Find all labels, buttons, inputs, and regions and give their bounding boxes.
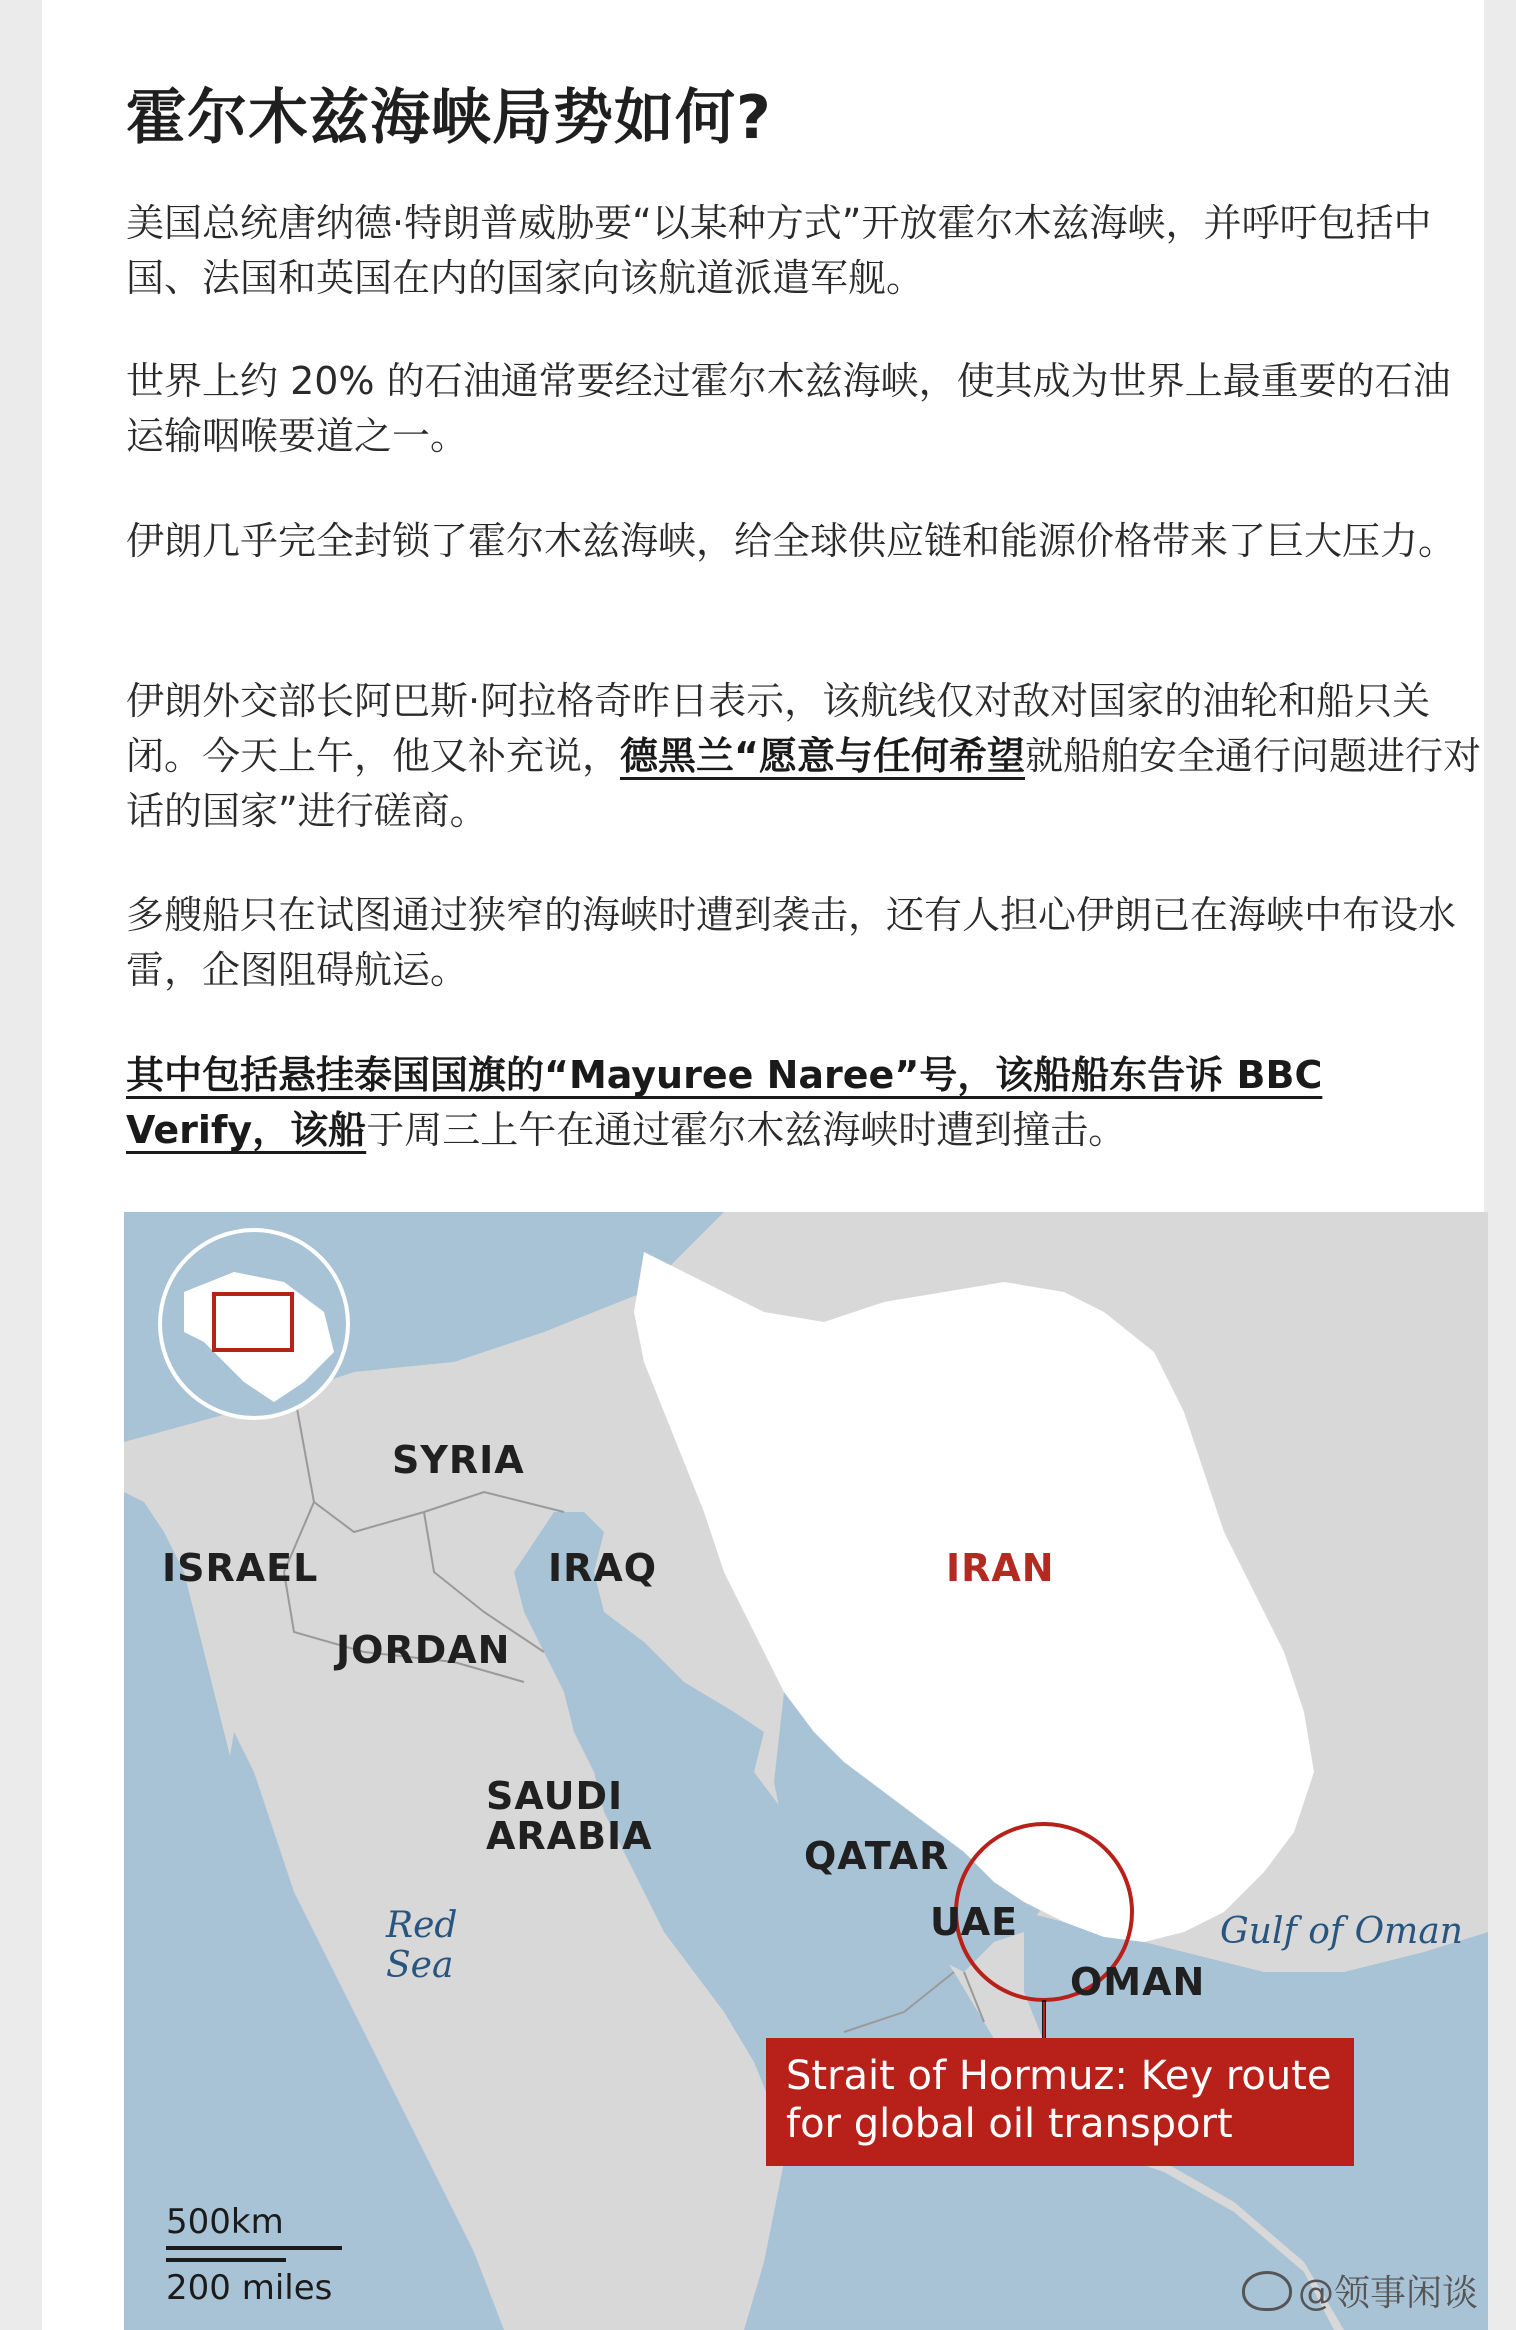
label-iran: IRAN — [946, 1546, 1055, 1590]
label-israel: ISRAEL — [162, 1546, 319, 1590]
scale-km-bar — [166, 2246, 342, 2250]
paragraph-1: 美国总统唐纳德·特朗普威胁要“以某种方式”开放霍尔木兹海峡，并呼吁包括中国、法国和英国在内的国家向该航道派遣军舰。 — [126, 201, 1432, 300]
label-gulf-of-oman: Gulf of Oman — [1220, 1911, 1463, 1952]
paragraph-4-text-a: 伊朗外交部长阿巴斯·阿拉格奇昨日表示，该航线仅对敌对国家的油轮和船只关闭。今天上午，他又补充说， — [126, 679, 1431, 778]
watermark-text: @领事闲谈 — [1297, 2273, 1478, 2314]
globe-inset — [160, 1230, 348, 1418]
label-saudi-arabia: SAUDI ARABIA — [486, 1774, 653, 1858]
map-scale — [166, 2202, 332, 2308]
paragraph-6-text-b: 于周三上午在通过霍尔木兹海峡时遭到撞击。 — [366, 1108, 1127, 1152]
article-card — [42, 0, 1484, 2330]
paragraph-2: 世界上约 20% 的石油通常要经过霍尔木兹海峡，使其成为世界上最重要的石油运输咽喉要道之一。 — [126, 359, 1451, 458]
article-heading: 霍尔木兹海峡局势如何? — [126, 83, 772, 153]
paragraph-6 — [126, 1048, 1486, 1158]
scale-km-label: 500km — [166, 2202, 284, 2242]
scale-miles-label: 200 miles — [166, 2268, 333, 2308]
tehran-quote-link[interactable]: 德黑兰“愿意与任何希望 — [620, 734, 1025, 778]
article-body — [126, 72, 1486, 1152]
mayuree-naree-link[interactable]: 其中包括悬挂泰国国旗的“Mayuree Naree”号，该船船东告诉 BBC Verify，该船 — [126, 1053, 1323, 1152]
label-red-sea: Red Sea — [386, 1905, 458, 1986]
paragraph-4-text-b: 就船舶安全通行问题进行对话的国家”进行磋商。 — [126, 734, 1482, 833]
label-jordan: JORDAN — [336, 1628, 511, 1672]
label-oman: OMAN — [1070, 1960, 1206, 2004]
paragraph-5: 多艘船只在试图通过狭窄的海峡时遭到袭击，还有人担心伊朗已在海峡中布设水雷，企图阻碍航运。 — [126, 893, 1457, 992]
strait-of-hormuz-map — [124, 1212, 1488, 2330]
label-qatar: QATAR — [804, 1834, 950, 1878]
label-iraq: IRAQ — [548, 1546, 658, 1590]
paragraph-3: 伊朗几乎完全封锁了霍尔木兹海峡，给全球供应链和能源价格带来了巨大压力。 — [126, 519, 1457, 563]
hormuz-callout-box: Strait of Hormuz: Key route for global oil transport — [766, 2038, 1354, 2166]
paragraph-4 — [126, 674, 1486, 839]
label-syria: SYRIA — [392, 1438, 525, 1482]
scale-miles-bar — [166, 2258, 286, 2262]
weibo-watermark — [1242, 2265, 1478, 2316]
weibo-icon — [1242, 2271, 1292, 2311]
label-uae: UAE — [930, 1900, 1019, 1944]
